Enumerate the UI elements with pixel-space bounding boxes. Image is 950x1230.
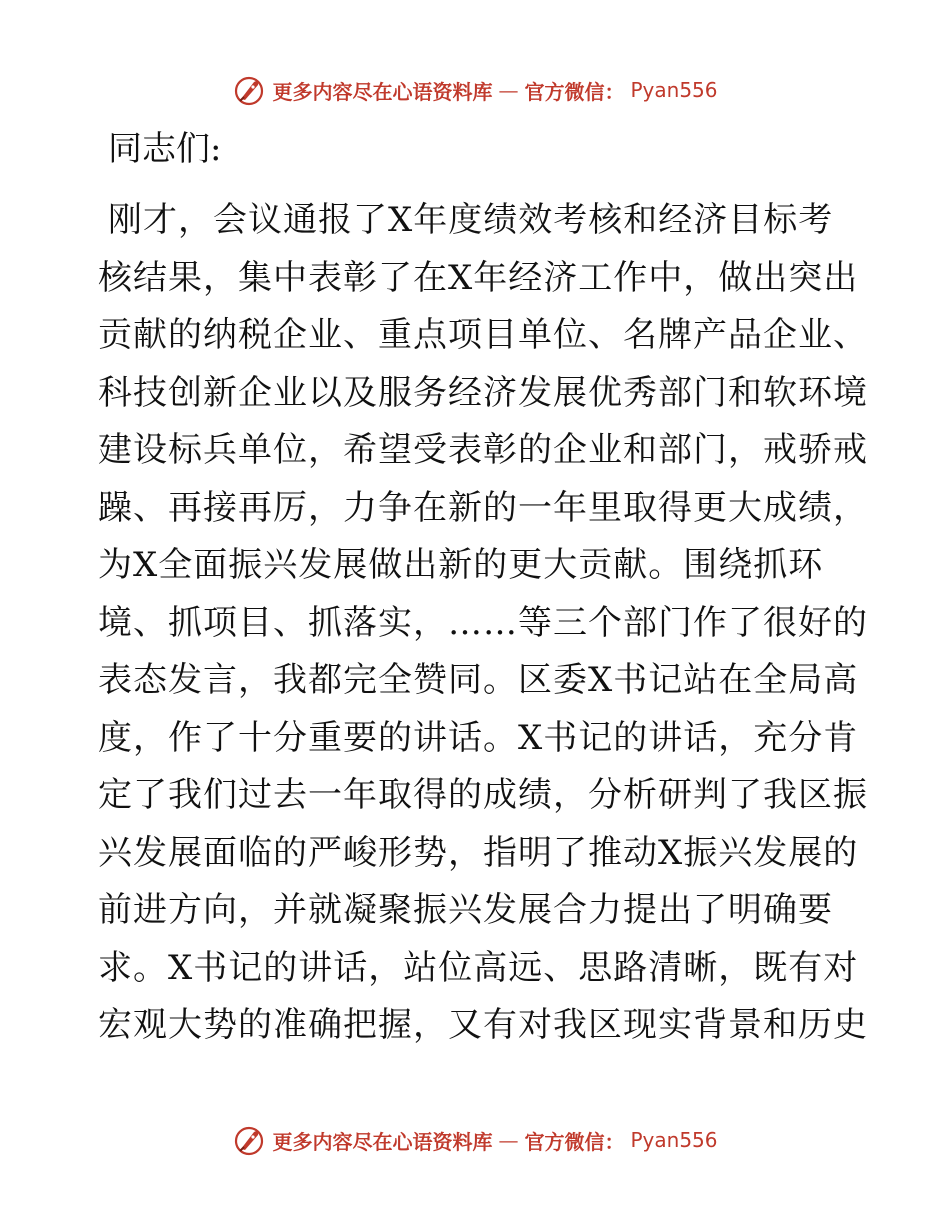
watermark-group bbox=[232, 1123, 717, 1157]
body-line: 求。X书记的讲话，站位高远、思路清晰，既有对 bbox=[98, 947, 859, 988]
body-line: 科技创新企业以及服务经济发展优秀部门和软环境 bbox=[98, 372, 868, 413]
body-line: 贡献的纳税企业、重点项目单位、名牌产品企业、 bbox=[98, 315, 868, 355]
body-line: 刚才，会议通报了X年度绩效考核和经济目标考 bbox=[108, 200, 834, 240]
watermark-wechat-id: Pyan556 bbox=[630, 78, 718, 102]
body-line: 定了我们过去一年取得的成绩，分析研判了我区振 bbox=[98, 775, 868, 815]
watermark-separator: — bbox=[498, 78, 519, 102]
watermark-wechat-label: 官方微信： bbox=[524, 1129, 625, 1154]
body-line: 境、抓项目、抓落实，……等三个部门作了很好的 bbox=[98, 602, 868, 643]
quill-pen-logo-icon bbox=[232, 1123, 266, 1157]
body-line: 建设标兵单位，希望受表彰的企业和部门，戒骄戒 bbox=[98, 430, 868, 470]
footer-watermark bbox=[0, 1120, 950, 1160]
body-line: 核结果，集中表彰了在X年经济工作中，做出突出 bbox=[98, 257, 859, 298]
body-line: 度，作了十分重要的讲话。X书记的讲话，充分肯 bbox=[98, 717, 859, 758]
watermark-separator: — bbox=[498, 1128, 519, 1152]
body-line: 为X全面振兴发展做出新的更大贡献。围绕抓环 bbox=[98, 545, 824, 585]
quill-pen-logo-icon bbox=[232, 73, 266, 107]
watermark-group bbox=[232, 73, 717, 107]
body-line: 前进方向，并就凝聚振兴发展合力提出了明确要 bbox=[98, 890, 833, 930]
watermark-text: 更多内容尽在心语资料库 bbox=[272, 79, 493, 104]
salutation: 同志们: bbox=[108, 129, 222, 169]
document-body bbox=[98, 192, 868, 1055]
body-line: 宏观大势的准确把握，又有对我区现实背景和历史 bbox=[98, 1005, 868, 1045]
body-line: 表态发言，我都完全赞同。区委X书记站在全局高 bbox=[98, 660, 859, 700]
watermark-wechat-id: Pyan556 bbox=[630, 1128, 718, 1152]
body-line: 躁、再接再厉，力争在新的一年里取得更大成绩， bbox=[98, 487, 868, 528]
watermark-text: 更多内容尽在心语资料库 bbox=[272, 1129, 493, 1154]
body-line: 兴发展面临的严峻形势，指明了推动X振兴发展的 bbox=[98, 832, 859, 873]
watermark-wechat-label: 官方微信： bbox=[524, 79, 625, 104]
header-watermark bbox=[0, 70, 950, 110]
